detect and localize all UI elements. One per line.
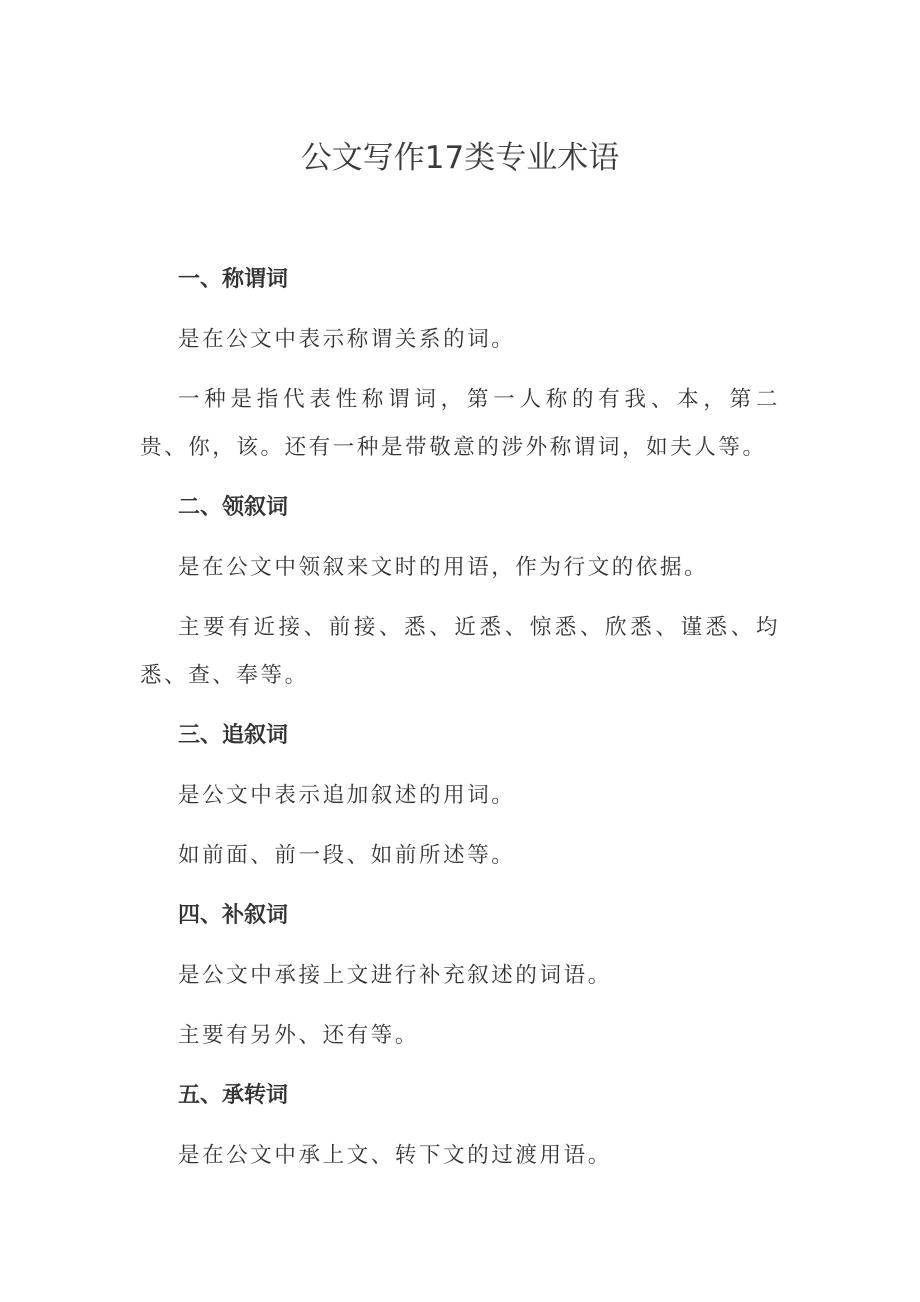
paragraph: 如前面、前一段、如前所述等。	[178, 843, 516, 868]
section-heading: 五、承转词	[178, 1083, 289, 1108]
section-leading-narrative-words	[140, 484, 780, 700]
paragraph: 主要有另外、还有等。	[178, 1023, 420, 1048]
document-title: 公文写作17类专业术语	[300, 140, 620, 176]
paragraph: 一种是指代表性称谓词，第一人称的有我、本，第二贵、你，该。还有一种是带敬意的涉外称谓词，如夫人等。	[140, 387, 780, 460]
paragraph: 主要有近接、前接、悉、近悉、惊悉、欣悉、谨悉、均悉、查、奉等。	[140, 615, 780, 688]
paragraph: 是公文中表示追加叙述的用词。	[178, 783, 516, 808]
paragraph: 是在公文中表示称谓关系的词。	[178, 327, 516, 352]
paragraph: 是公文中承接上文进行补充叙述的词语。	[178, 963, 612, 988]
paragraph: 是在公文中承上文、转下文的过渡用语。	[178, 1143, 612, 1168]
section-appellation-words	[140, 256, 780, 472]
section-heading: 一、称谓词	[178, 267, 289, 292]
section-heading: 三、追叙词	[178, 723, 289, 748]
section-heading: 四、补叙词	[178, 903, 289, 928]
section-transition-words	[140, 1072, 780, 1180]
section-heading: 二、领叙词	[178, 495, 289, 520]
section-supplementary-words	[140, 892, 780, 1060]
section-retrospective-words	[140, 712, 780, 880]
paragraph: 是在公文中领叙来文时的用语，作为行文的依据。	[178, 555, 709, 580]
document-body	[140, 256, 780, 1192]
